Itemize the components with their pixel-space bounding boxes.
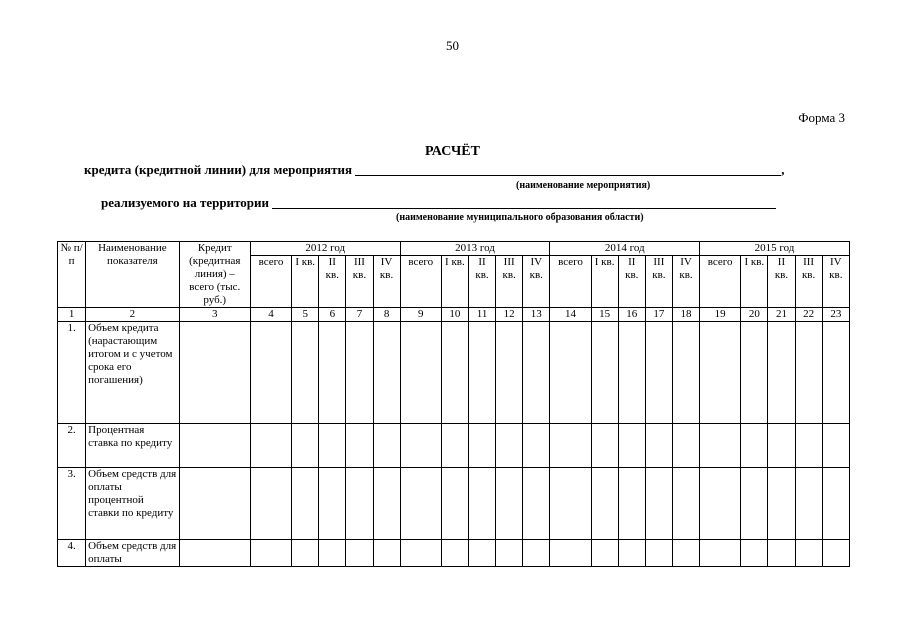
credit-calculation-table: [57, 241, 850, 567]
value-cell[interactable]: [400, 322, 441, 424]
value-cell[interactable]: [822, 322, 849, 424]
header-year: 2012 год: [250, 242, 400, 256]
value-cell[interactable]: [591, 468, 618, 540]
value-cell[interactable]: [468, 322, 495, 424]
header-quarter: I кв.: [591, 256, 618, 308]
value-cell[interactable]: [672, 322, 699, 424]
row-num: 2.: [58, 424, 86, 468]
value-cell[interactable]: [795, 322, 822, 424]
value-cell[interactable]: [292, 322, 319, 424]
title-line-territory: [101, 195, 776, 211]
form-label: Форма 3: [798, 110, 845, 125]
value-cell[interactable]: [400, 540, 441, 567]
value-cell[interactable]: [741, 468, 768, 540]
header-quarter: IV кв.: [373, 256, 400, 308]
table-row: [58, 424, 850, 468]
value-cell[interactable]: [700, 540, 741, 567]
value-cell[interactable]: [822, 540, 849, 567]
header-quarter: II кв.: [468, 256, 495, 308]
value-cell[interactable]: [250, 540, 291, 567]
header-num: № п/п: [58, 242, 86, 308]
value-cell[interactable]: [468, 468, 495, 540]
value-cell[interactable]: [741, 322, 768, 424]
value-cell[interactable]: [672, 540, 699, 567]
title-line-credit: [84, 162, 785, 178]
title-line-credit-text: кредита (кредитной линии) для мероприятия: [84, 162, 353, 177]
value-cell[interactable]: [645, 540, 672, 567]
value-cell[interactable]: [645, 424, 672, 468]
value-cell[interactable]: [250, 468, 291, 540]
column-number-cell: 20: [741, 308, 768, 322]
value-cell[interactable]: [179, 424, 250, 468]
column-number-cell: 16: [618, 308, 645, 322]
value-cell[interactable]: [496, 424, 523, 468]
header-year-total: всего: [250, 256, 291, 308]
value-cell[interactable]: [441, 540, 468, 567]
row-indicator-name: Процентная ставка по кредиту: [86, 424, 179, 468]
header-indicator-name: Наименование показателя: [86, 242, 179, 308]
table-row: [58, 468, 850, 540]
column-number-cell: 7: [346, 308, 373, 322]
value-cell[interactable]: [373, 468, 400, 540]
value-cell[interactable]: [523, 468, 550, 540]
value-cell[interactable]: [795, 540, 822, 567]
value-cell[interactable]: [550, 468, 591, 540]
value-cell[interactable]: [672, 424, 699, 468]
row-num: 4.: [58, 540, 86, 567]
column-number-cell: 8: [373, 308, 400, 322]
column-number-cell: 10: [441, 308, 468, 322]
value-cell[interactable]: [700, 322, 741, 424]
header-quarter: IV кв.: [822, 256, 849, 308]
column-number-cell: 3: [179, 308, 250, 322]
value-cell[interactable]: [468, 540, 495, 567]
header-quarter: IV кв.: [523, 256, 550, 308]
column-number-cell: 23: [822, 308, 849, 322]
column-number-cell: 11: [468, 308, 495, 322]
value-cell[interactable]: [292, 468, 319, 540]
header-quarter: III кв.: [795, 256, 822, 308]
column-number-cell: 18: [672, 308, 699, 322]
value-cell[interactable]: [550, 540, 591, 567]
header-credit-total: Кредит (кредитная линия) – всего (тыс. руб.): [179, 242, 250, 308]
value-cell[interactable]: [550, 424, 591, 468]
value-cell[interactable]: [700, 468, 741, 540]
value-cell[interactable]: [550, 322, 591, 424]
value-cell[interactable]: [319, 322, 346, 424]
header-row-years: [58, 242, 850, 256]
column-number-cell: 17: [645, 308, 672, 322]
value-cell[interactable]: [319, 424, 346, 468]
document-title: РАСЧЁТ: [425, 144, 480, 159]
header-year-total: всего: [400, 256, 441, 308]
row-num: 1.: [58, 322, 86, 424]
value-cell[interactable]: [523, 540, 550, 567]
value-cell[interactable]: [346, 322, 373, 424]
value-cell[interactable]: [645, 322, 672, 424]
value-cell[interactable]: [672, 468, 699, 540]
value-cell[interactable]: [319, 540, 346, 567]
event-name-blank: [355, 162, 781, 176]
column-number-cell: 13: [523, 308, 550, 322]
value-cell[interactable]: [179, 468, 250, 540]
value-cell[interactable]: [591, 424, 618, 468]
table-row: [58, 540, 850, 567]
value-cell[interactable]: [496, 322, 523, 424]
header-quarter: I кв.: [741, 256, 768, 308]
value-cell[interactable]: [346, 424, 373, 468]
value-cell[interactable]: [400, 424, 441, 468]
value-cell[interactable]: [523, 424, 550, 468]
value-cell[interactable]: [179, 322, 250, 424]
territory-name-caption: (наименование муниципального образования области): [396, 212, 644, 223]
value-cell[interactable]: [741, 424, 768, 468]
header-quarter: I кв.: [441, 256, 468, 308]
row-num: 3.: [58, 468, 86, 540]
column-number-cell: 19: [700, 308, 741, 322]
value-cell[interactable]: [795, 468, 822, 540]
value-cell[interactable]: [179, 540, 250, 567]
value-cell[interactable]: [591, 322, 618, 424]
header-quarter: III кв.: [645, 256, 672, 308]
title-line-credit-trail: ,: [781, 162, 785, 177]
value-cell[interactable]: [618, 540, 645, 567]
value-cell[interactable]: [768, 424, 795, 468]
value-cell[interactable]: [496, 468, 523, 540]
value-cell[interactable]: [768, 322, 795, 424]
value-cell[interactable]: [292, 424, 319, 468]
value-cell[interactable]: [441, 424, 468, 468]
column-number-cell: 22: [795, 308, 822, 322]
value-cell[interactable]: [373, 424, 400, 468]
column-number-cell: 14: [550, 308, 591, 322]
value-cell[interactable]: [441, 322, 468, 424]
header-quarter: IV кв.: [672, 256, 699, 308]
column-number-cell: 21: [768, 308, 795, 322]
value-cell[interactable]: [822, 468, 849, 540]
value-cell[interactable]: [468, 424, 495, 468]
header-quarter: II кв.: [319, 256, 346, 308]
column-number-cell: 2: [86, 308, 179, 322]
value-cell[interactable]: [373, 540, 400, 567]
value-cell[interactable]: [591, 540, 618, 567]
column-number-cell: 6: [319, 308, 346, 322]
value-cell[interactable]: [700, 424, 741, 468]
value-cell[interactable]: [618, 424, 645, 468]
column-number-cell: 12: [496, 308, 523, 322]
column-number-cell: 1: [58, 308, 86, 322]
header-quarter: II кв.: [618, 256, 645, 308]
value-cell[interactable]: [319, 468, 346, 540]
value-cell[interactable]: [250, 322, 291, 424]
value-cell[interactable]: [373, 322, 400, 424]
value-cell[interactable]: [441, 468, 468, 540]
header-year: 2013 год: [400, 242, 550, 256]
header-quarter: I кв.: [292, 256, 319, 308]
value-cell[interactable]: [768, 468, 795, 540]
value-cell[interactable]: [292, 540, 319, 567]
header-quarter: III кв.: [346, 256, 373, 308]
column-number-row: [58, 308, 850, 322]
row-indicator-name: Объем кредита (нарастающим итогом и с учетом срока его погашения): [86, 322, 179, 424]
column-number-cell: 9: [400, 308, 441, 322]
column-number-cell: 5: [292, 308, 319, 322]
value-cell[interactable]: [346, 540, 373, 567]
row-indicator-name: Объем средств для оплаты процентной ставки по кредиту: [86, 468, 179, 540]
header-year: 2015 год: [700, 242, 850, 256]
territory-name-blank: [272, 195, 776, 209]
header-year-total: всего: [700, 256, 741, 308]
value-cell[interactable]: [346, 468, 373, 540]
value-cell[interactable]: [618, 468, 645, 540]
table-row: [58, 322, 850, 424]
column-number-cell: 15: [591, 308, 618, 322]
value-cell[interactable]: [795, 424, 822, 468]
title-line-territory-text: реализуемого на территории: [101, 195, 270, 210]
value-cell[interactable]: [250, 424, 291, 468]
column-number-cell: 4: [250, 308, 291, 322]
page-number: 50: [446, 38, 459, 53]
value-cell[interactable]: [523, 322, 550, 424]
header-year-total: всего: [550, 256, 591, 308]
value-cell[interactable]: [618, 322, 645, 424]
value-cell[interactable]: [768, 540, 795, 567]
header-quarter: III кв.: [496, 256, 523, 308]
value-cell[interactable]: [400, 468, 441, 540]
value-cell[interactable]: [645, 468, 672, 540]
value-cell[interactable]: [741, 540, 768, 567]
value-cell[interactable]: [496, 540, 523, 567]
row-indicator-name: Объем средств для оплаты: [86, 540, 179, 567]
header-quarter: II кв.: [768, 256, 795, 308]
header-year: 2014 год: [550, 242, 700, 256]
value-cell[interactable]: [822, 424, 849, 468]
event-name-caption: (наименование мероприятия): [516, 180, 651, 191]
